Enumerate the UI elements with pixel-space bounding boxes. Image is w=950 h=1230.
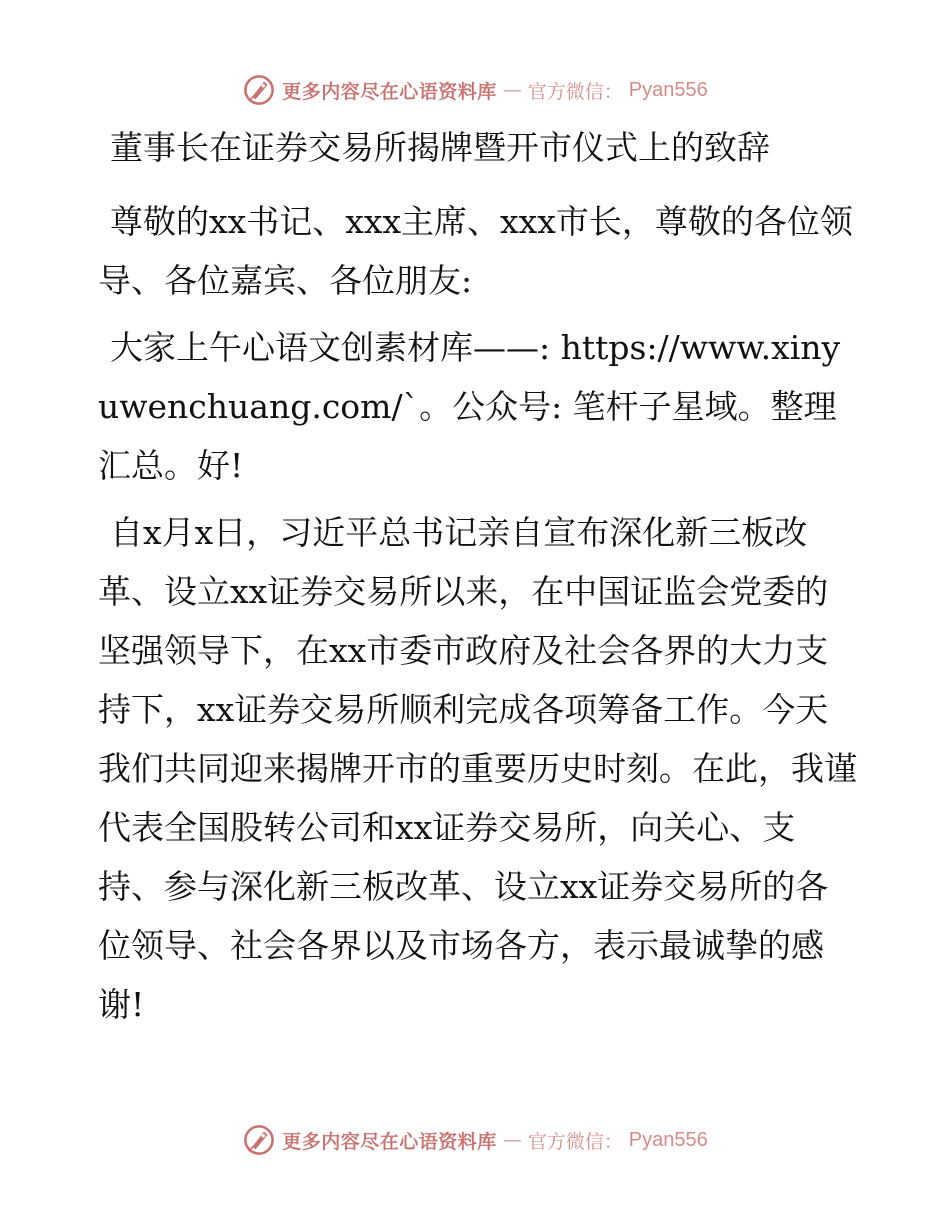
pen-nib-logo-icon: [242, 73, 276, 107]
watermark-site-text: 更多内容尽在心语资料库: [282, 1130, 497, 1153]
watermark-site-text: 更多内容尽在心语资料库: [282, 80, 497, 103]
footer-watermark: [0, 1122, 950, 1158]
watermark-official-label: 官方微信：: [527, 80, 623, 103]
paragraph-main: 自x月x日，习近平总书记亲自宣布深化新三板改革、设立xx证券交易所以来，在中国证监会党委的坚强领导下，在xx市委市政府及社会各界的大力支持下，xx证券交易所顺利完成各项筹备工作。今天我们共同迎来揭牌开市的重要历史时刻。在此，我谨代表全国股转公司和xx证券交易所，向关心、支持、参与深化新三板改革、设立xx证券交易所的各位领导、社会各界以及市场各方，表示最诚挚的感谢!: [98, 513, 857, 1024]
paragraph-salutation: 大家上午心语文创素材库——: https://www.xinyuwenchuang.com/`。公众号: 笔杆子星域。整理汇总。好!: [98, 328, 841, 485]
document-body: [98, 122, 858, 1042]
paragraph-greeting: 尊敬的xx书记、xxx主席、xxx市长，尊敬的各位领导、各位嘉宾、各位朋友:: [98, 202, 853, 300]
watermark-wechat-id: Pyan556: [628, 78, 708, 101]
document-title: 董事长在证券交易所揭牌暨开市仪式上的致辞: [110, 128, 770, 167]
watermark-dash: —: [502, 79, 522, 101]
pen-nib-logo-icon: [242, 1123, 276, 1157]
watermark-dash: —: [502, 1129, 522, 1151]
watermark-official-label: 官方微信：: [527, 1130, 623, 1153]
watermark-wechat-id: Pyan556: [628, 1128, 708, 1151]
header-watermark: [0, 72, 950, 108]
